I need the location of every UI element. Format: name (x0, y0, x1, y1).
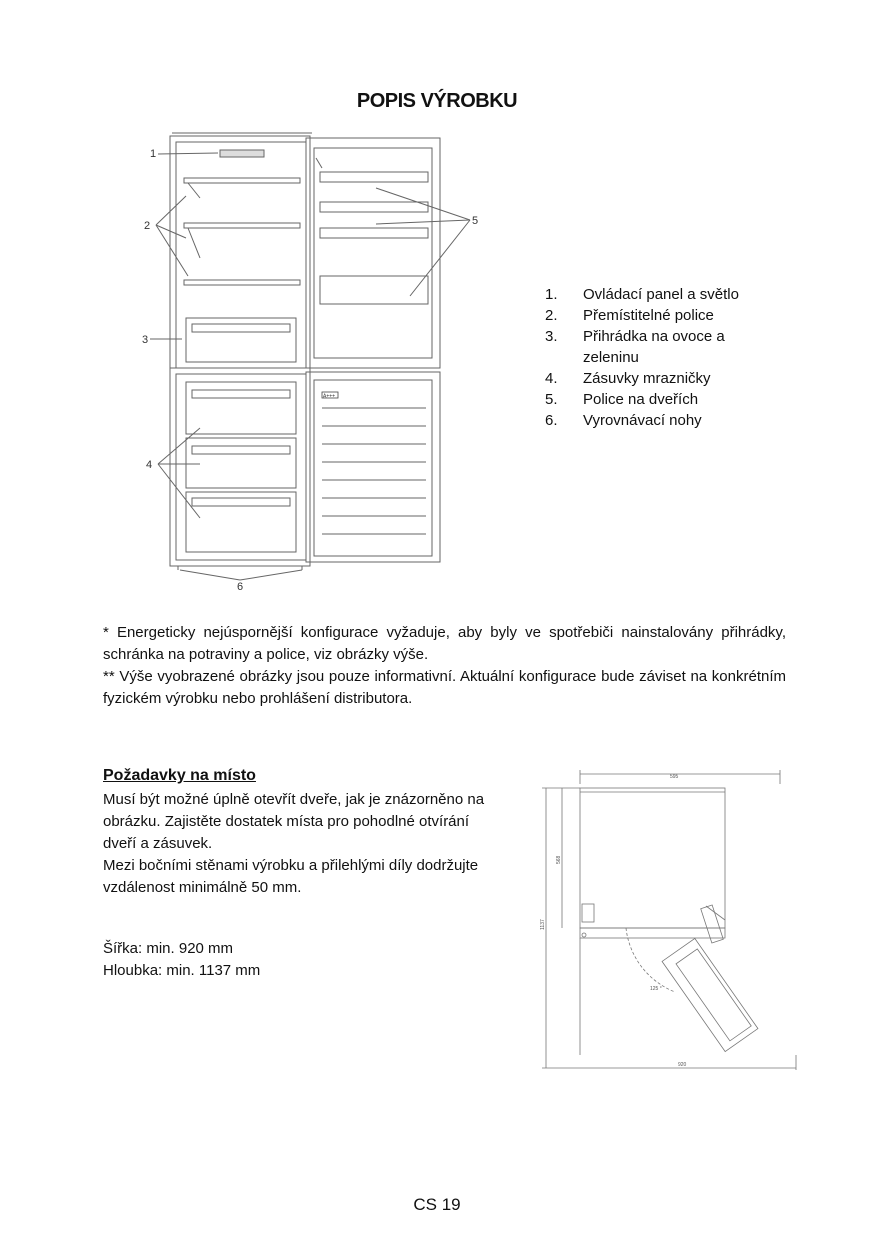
section-heading: Požadavky na místo (103, 767, 256, 784)
requirements-text: Musí být možné úplně otevřít dveře, jak je znázorněno na obrázku. Zajistěte dostatek místa pro pohodlné otvírání dveří a zásuvek. Mezi bočními stěnami výrobku a přilehlými díly dodržujte vzdálenost minimálně 50 mm. (103, 791, 485, 896)
legend-item: 6. Vyrovnávací nohy (545, 412, 702, 429)
legend-item: 5. Police na dveřích (545, 391, 699, 408)
width-requirement: Šířka: min. 920 mm (103, 940, 234, 957)
note-illustrative: ** Výše vyobrazené obrázky jsou pouze informativní. Aktuální konfigurace bude záviset na konkrétním fyzickém výrobku nebo prohlášení distributora. (103, 668, 786, 707)
legend-item: 3. Přihrádka na ovoce a zeleninu (545, 328, 725, 366)
energy-label: A+++ (323, 393, 336, 400)
legend-item: 2. Přemístitelné police (545, 307, 714, 324)
parts-legend (545, 284, 775, 431)
page-number: CS 19 (413, 1195, 461, 1214)
dim-side2: 568 (556, 855, 562, 864)
dim-bottom: 920 (678, 1062, 687, 1068)
dim-top: 595 (670, 774, 679, 780)
callout-5: 5 (472, 215, 479, 227)
callout-3: 3 (142, 334, 149, 346)
dim-side1: 1137 (540, 919, 546, 930)
legend-item: 4. Zásuvky mrazničky (545, 370, 711, 387)
top-view-diagram (540, 770, 800, 1070)
depth-requirement: Hloubka: min. 1137 mm (103, 962, 261, 979)
door-angle: 125 ° (650, 986, 662, 992)
callout-2: 2 (144, 220, 151, 232)
callout-6: 6 (237, 581, 244, 593)
callout-1: 1 (150, 148, 157, 160)
legend-item: 1. Ovládací panel a světlo (545, 286, 739, 303)
dimensions (103, 938, 260, 982)
callout-4: 4 (146, 459, 153, 471)
note-energy: * Energeticky nejúspornější konfigurace vyžaduje, aby byly ve spotřebiči nainstalovány přihrádky, schránka na potraviny a police, viz obrázky výše. (103, 624, 786, 663)
notes (103, 622, 786, 710)
page-title: POPIS VÝROBKU (356, 90, 518, 112)
fridge-diagram (130, 128, 490, 598)
